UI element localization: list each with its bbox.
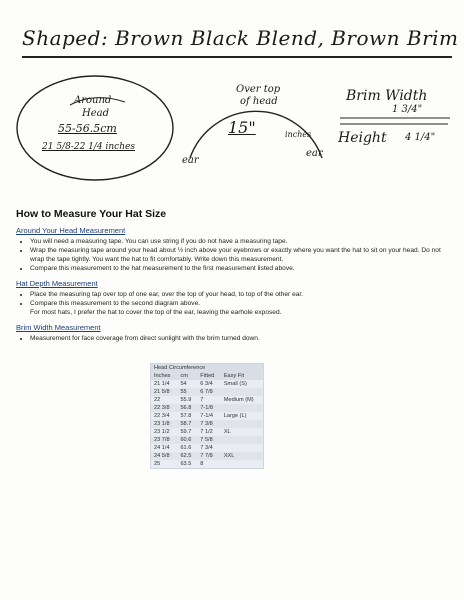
table-cell: 61.6 bbox=[180, 445, 192, 451]
around-label: Around bbox=[74, 95, 112, 106]
over-top-label: Over top bbox=[236, 84, 281, 95]
table-cell: 23 7/8 bbox=[151, 436, 177, 444]
list-item: • Place the measuring tap over top of one ear, over the top of your head, to top of the other ear. bbox=[30, 290, 456, 299]
table-row bbox=[151, 444, 263, 452]
table-cell: 21 5/8 bbox=[151, 388, 177, 396]
section-around-list bbox=[16, 237, 456, 273]
table-cell: 21 1/4 bbox=[154, 381, 170, 387]
table-row bbox=[151, 396, 263, 404]
table-cell: 22 3/8 bbox=[151, 404, 177, 412]
table-cell: XXL bbox=[221, 452, 263, 460]
table-row bbox=[151, 428, 263, 436]
table-cell: 7 1/2 bbox=[200, 429, 213, 435]
of-head-label: of head bbox=[240, 96, 278, 107]
table-cell bbox=[221, 404, 263, 412]
table-row bbox=[151, 388, 263, 396]
table-cell: 55 bbox=[177, 388, 197, 396]
table-cell: 6 3/4 bbox=[200, 381, 213, 387]
table-cell: 25 bbox=[154, 461, 161, 467]
list-item: • Compare this measurement to the hat measurement to the first measurement listed above. bbox=[30, 264, 456, 273]
table-header-easy-fit: Easy Fit bbox=[221, 372, 263, 380]
table-cell: 6 7/8 bbox=[197, 388, 221, 396]
table-cell: 57.8 bbox=[180, 413, 192, 419]
table-cell: 22 bbox=[154, 397, 161, 403]
table-cell: 62.5 bbox=[177, 452, 197, 460]
table-cell: 7 5/8 bbox=[197, 436, 221, 444]
right-ear-label: ear bbox=[306, 148, 323, 159]
table-cell: 56.8 bbox=[177, 404, 197, 412]
around-inches-value: 21 5/8-22 1/4 inches bbox=[42, 142, 135, 152]
table-cell: 24 1/4 bbox=[154, 445, 170, 451]
table-row bbox=[151, 452, 263, 460]
table-cell: Small (S) bbox=[223, 381, 247, 387]
table-cell: 22 3/4 bbox=[154, 413, 170, 419]
list-item: • You will need a measuring tape. You can use string if you do not have a measuring tape. bbox=[30, 237, 456, 246]
table-cell: 23 1/2 bbox=[154, 429, 170, 435]
table-cell: 23 1/8 bbox=[151, 420, 177, 428]
table-cell: 7-1/8 bbox=[197, 404, 221, 412]
table-cell: 55.9 bbox=[180, 397, 192, 403]
height-label: Height bbox=[338, 130, 387, 146]
page-heading: How to Measure Your Hat Size bbox=[16, 208, 167, 220]
table-row bbox=[151, 380, 263, 388]
head-label: Head bbox=[82, 108, 110, 119]
table-cell bbox=[221, 444, 263, 452]
instructions bbox=[16, 208, 456, 343]
table-cell: 60.6 bbox=[177, 436, 197, 444]
table-cell: Medium (M) bbox=[223, 397, 254, 403]
table-header-fitted: Fitted bbox=[197, 372, 221, 380]
section-brim-list bbox=[16, 334, 456, 343]
around-cm-value: 55-56.5cm bbox=[58, 122, 117, 135]
size-table bbox=[150, 363, 264, 469]
table-cell: 54 bbox=[180, 381, 187, 387]
table-cell bbox=[221, 420, 263, 428]
depth-note: For most hats, I prefer the hat to cover the top of the ear, leaving the earhole exposed. bbox=[30, 309, 282, 316]
table-cell: 7 7/8 bbox=[197, 452, 221, 460]
table-row bbox=[151, 460, 263, 468]
section-depth-title: Hat Depth Measurement bbox=[16, 279, 98, 288]
table-cell: 59.7 bbox=[180, 429, 192, 435]
table-cell: 8 bbox=[200, 461, 204, 467]
section-depth-list bbox=[16, 290, 456, 308]
table-header-inches: Inches bbox=[151, 372, 177, 380]
table-cell: 7 3/8 bbox=[197, 420, 221, 428]
table-cell: 63.5 bbox=[180, 461, 192, 467]
over-top-unit: inches bbox=[285, 130, 312, 139]
list-item: • Wrap the measuring tape around your head about ½ inch above your eyebrows or exactly where you want the hat to sit on your head. Do not wrap the tape tightly. You want the hat to fit comfortably. Write down this measurement. bbox=[30, 246, 456, 264]
sheet-title: Shaped: Brown Black Blend, Brown Brim bbox=[22, 26, 459, 50]
table-group-header: Head Circumference bbox=[151, 364, 263, 372]
table-cell: Large (L) bbox=[223, 413, 247, 419]
table-cell: 58.7 bbox=[177, 420, 197, 428]
list-item: • Measurement for face coverage from direct sunlight with the brim turned down. bbox=[30, 334, 456, 343]
left-ear-label: ear bbox=[182, 155, 199, 166]
table-cell bbox=[221, 388, 263, 396]
section-brim-title: Brim Width Measurement bbox=[16, 323, 101, 332]
table-cell: 7 3/4 bbox=[200, 445, 213, 451]
table-cell: XL bbox=[223, 429, 231, 435]
table-row bbox=[151, 404, 263, 412]
table-cell bbox=[221, 436, 263, 444]
table-row bbox=[151, 412, 263, 420]
table-body bbox=[151, 380, 263, 468]
table-row bbox=[151, 436, 263, 444]
table-cell: 24 5/8 bbox=[151, 452, 177, 460]
table-cell: 7-1/4 bbox=[200, 413, 214, 419]
list-item: • Compare this measurement to the second diagram above. bbox=[30, 299, 456, 308]
brim-width-value: 1 3/4" bbox=[392, 104, 423, 115]
table-row bbox=[151, 420, 263, 428]
section-around-title: Around Your Head Measurement bbox=[16, 226, 126, 235]
brim-width-label: Brim Width bbox=[346, 88, 428, 104]
table-cell: 7 bbox=[200, 397, 204, 403]
over-top-value: 15" bbox=[228, 118, 256, 137]
table-header-cm: cm bbox=[177, 372, 197, 380]
height-value: 4 1/4" bbox=[405, 132, 436, 143]
table-cell bbox=[221, 460, 263, 468]
